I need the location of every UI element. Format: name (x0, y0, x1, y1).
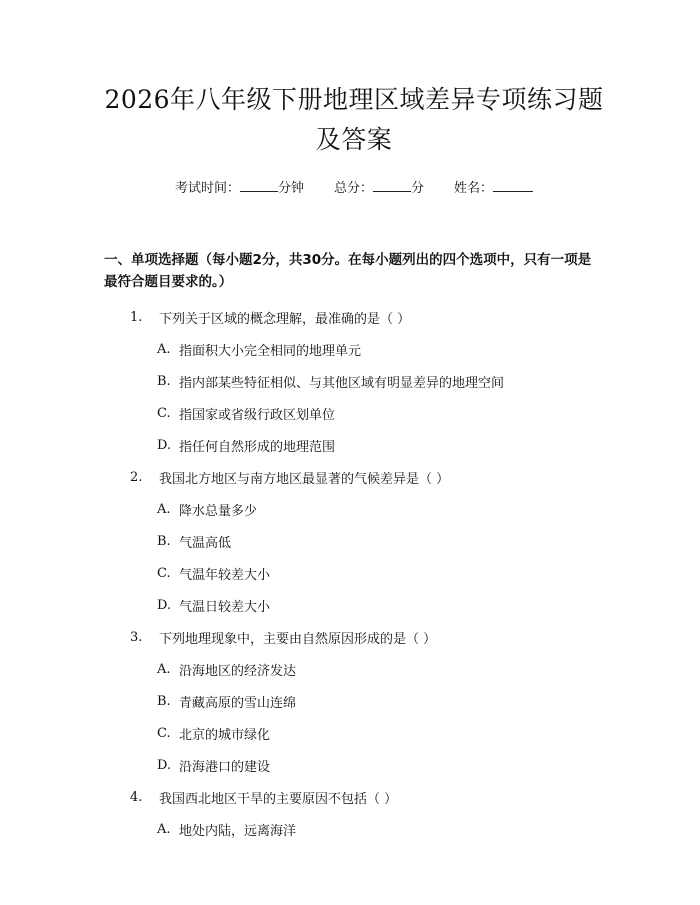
option-text: 气温高低 (179, 535, 232, 551)
name-field (454, 177, 533, 199)
option-letter: A. (157, 821, 171, 837)
total-score-label: 总分： (333, 181, 373, 196)
option-3d (104, 749, 604, 781)
name-blank (493, 177, 533, 192)
option-letter: C. (157, 405, 171, 421)
option-2a (104, 493, 604, 525)
option-letter: C. (157, 565, 171, 581)
option-text: 指任何自然形成的地理范围 (179, 439, 336, 455)
section-heading: 一、单项选择题（每小题2分，共30分。在每小题列出的四个选项中，只有一项是最符合题目要求的。） (104, 252, 592, 290)
question-stem: 下列关于区域的概念理解，最准确的是（ ） (159, 311, 411, 327)
option-text: 北京的城市绿化 (179, 727, 271, 743)
option-4a (104, 813, 604, 845)
option-letter: D. (157, 757, 172, 773)
total-score-unit: 分 (411, 181, 425, 196)
option-letter: B. (157, 533, 171, 549)
option-text: 地处内陆，远离海洋 (179, 823, 297, 839)
option-letter: A. (157, 661, 171, 677)
option-letter: A. (157, 501, 171, 517)
option-3a (104, 653, 604, 685)
question-stem: 下列地理现象中，主要由自然原因形成的是（ ） (159, 631, 437, 647)
question-number: 3. (130, 629, 143, 645)
option-text: 沿海地区的经济发达 (179, 663, 297, 679)
option-1b (104, 365, 604, 397)
option-text: 青藏高原的雪山连绵 (179, 695, 297, 711)
question-2 (104, 461, 604, 493)
question-stem: 我国西北地区干旱的主要原因不包括（ ） (159, 791, 398, 807)
question-number: 1. (130, 309, 143, 325)
option-text: 气温日较差大小 (179, 599, 271, 615)
exam-info-row (104, 177, 604, 199)
total-score-field (334, 177, 424, 199)
option-letter: D. (157, 597, 172, 613)
option-3b (104, 685, 604, 717)
question-1 (104, 301, 604, 333)
option-letter: B. (157, 373, 171, 389)
option-letter: A. (157, 341, 171, 357)
option-1c (104, 397, 604, 429)
name-label: 姓名： (454, 181, 494, 196)
title-line-2: 及答案 (315, 125, 393, 154)
question-stem: 我国北方地区与南方地区最显著的气候差异是（ ） (159, 471, 450, 487)
option-text: 沿海港口的建设 (179, 759, 271, 775)
question-4 (104, 781, 604, 813)
question-3 (104, 621, 604, 653)
option-letter: C. (157, 725, 171, 741)
title-line-1: 2026年八年级下册地理区域差异专项练习题 (104, 85, 604, 114)
exam-time-field (175, 177, 304, 199)
total-score-blank (373, 177, 411, 192)
option-2d (104, 589, 604, 621)
option-2c (104, 557, 604, 589)
option-3c (104, 717, 604, 749)
option-2b (104, 525, 604, 557)
option-1a (104, 333, 604, 365)
question-number: 2. (130, 469, 143, 485)
option-text: 指面积大小完全相同的地理单元 (179, 343, 362, 359)
option-1d (104, 429, 604, 461)
question-number: 4. (130, 789, 143, 805)
option-letter: B. (157, 693, 171, 709)
exam-time-unit: 分钟 (277, 181, 304, 196)
option-text: 指内部某些特征相似、与其他区域有明显差异的地理空间 (179, 375, 505, 391)
page-title (104, 0, 604, 160)
option-text: 指国家或省级行政区划单位 (179, 407, 336, 423)
exam-time-label: 考试时间： (174, 181, 240, 196)
option-text: 气温年较差大小 (179, 567, 271, 583)
exam-time-blank (240, 177, 278, 192)
question-list (104, 301, 604, 845)
option-letter: D. (157, 437, 172, 453)
option-text: 降水总量多少 (179, 503, 258, 519)
